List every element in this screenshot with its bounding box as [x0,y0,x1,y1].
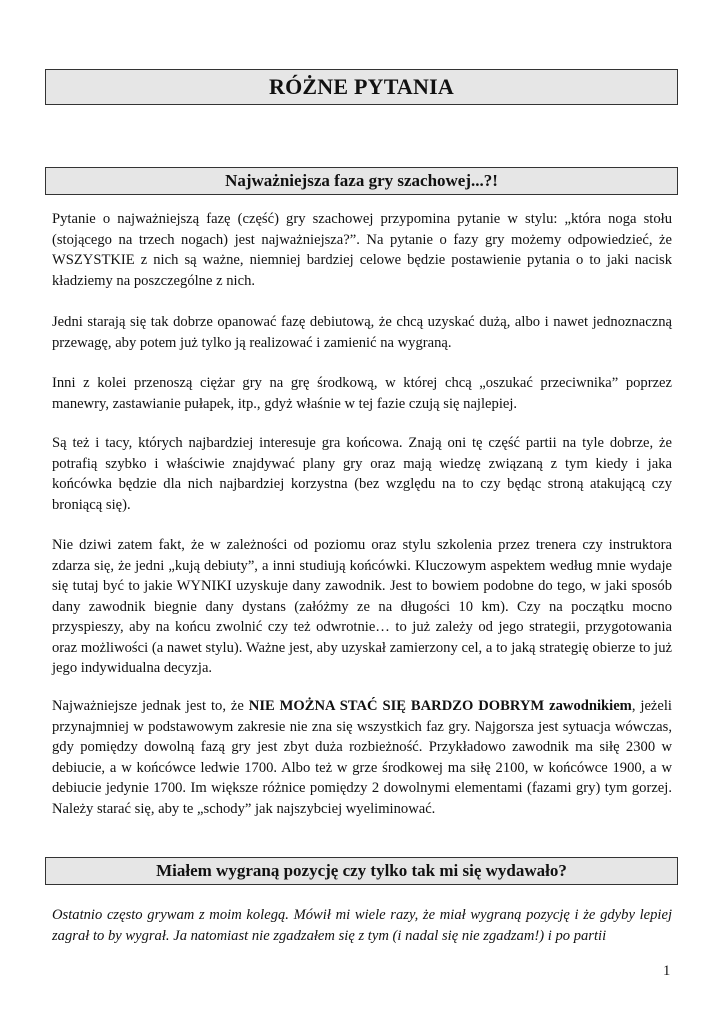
paragraph [52,696,672,819]
section-heading-winning-position: Miałem wygraną pozycję czy tylko tak mi się wydawało? [45,857,678,885]
paragraph: Nie dziwi zatem fakt, że w zależności od poziomu oraz stylu szkolenia przez trenera czy instruktora zdarza się, że jedni „kują debiuty”, a inni studiują końcówki. Kluczowym aspektem według mnie wydaje się tutaj być to jakie WYNIKI uzyskuje dany zawodnik. Jest to bowiem podobne do tego, w jaki sposób dany zawodnik biegnie dany dystans (załóżmy ze na długości 10 km). Czy na początku mocno przyspieszy, aby na końcu zwolnić czy też odwrotnie… to już zależy od jego strategii, przygotowania oraz możliwości (a nawet stylu). Ważne jest, aby uzyskał zamierzony cel, a to jaką strategię obierze to już jego indywidualna decyzja. [52,537,672,676]
page-title: RÓŻNE PYTANIA [45,69,678,105]
page-number: 1 [663,963,671,979]
paragraph: Ostatnio często grywam z moim kolegą. Mówił mi wiele razy, że miał wygraną pozycję i że gdyby lepiej zagrał to by wygrał. Ja natomiast nie zgadzałem się z tym (i nadal się nie zgadzam!) i po partii [52,907,672,944]
paragraph-text: , jeżeli przynajmniej w podstawowym zakresie nie zna się wszystkich faz gry. Najgorsza jest sytuacja wówczas, gdy pomiędzy dowolną fazą gry jest zbyt duża rozbieżność. Przykładowo zawodnik ma siłę 2300 w debiucie, a w końcówce ledwie 1700. Albo też w grze środkowej ma siłę 2100, w końcówce 1900, a w debiucie jedynie 1700. Im większe różnice pomiędzy 2 dowolnymi elementami (fazami gry) tym gorzej. Należy starać się, aby te „schody” jak najszybciej wyeliminować. [52,698,672,817]
paragraph: Pytanie o najważniejszą fazę (część) gry szachowej przypomina pytanie w stylu: „która noga stołu (stojącego na trzech nogach) jest najważniejsza?”. Na pytanie o fazy gry możemy odpowiedzieć, że WSZYSTKIE z nich są ważne, niemniej bardziej celowe będzie postawienie pytania o to jaki nacisk kładziemy na poszczególne z nich. [52,211,672,289]
paragraph-text: Najważniejsze jednak jest to, że [52,698,249,714]
paragraph: Są też i tacy, których najbardziej interesuje gra końcowa. Znają oni tę część partii na tyle dobrze, że potrafią szybko i właściwie znajdywać plany gry oraz mają wiedzę związaną z tym kiedy i jaka końcówka będzie dla nich najbardziej korzystna (bez względu na to czy będąc stroną atakującą czy broniącą się). [52,435,672,513]
paragraph: Inni z kolei przenoszą ciężar gry na grę środkową, w której chcą „oszukać przeciwnika” poprzez manewry, zastawianie pułapek, itp., gdyż właśnie w tej fazie czują się najlepiej. [52,375,672,412]
section-heading-key-phase: Najważniejsza faza gry szachowej...?! [45,167,678,195]
emphasis-text: NIE MOŻNA STAĆ SIĘ BARDZO DOBRYM zawodnikiem [248,698,632,714]
paragraph: Jedni starają się tak dobrze opanować fazę debiutową, że chcą uzyskać dużą, albo i nawet jednoznaczną przewagę, aby potem już tylko ją realizować i zamienić na wygraną. [52,314,672,351]
